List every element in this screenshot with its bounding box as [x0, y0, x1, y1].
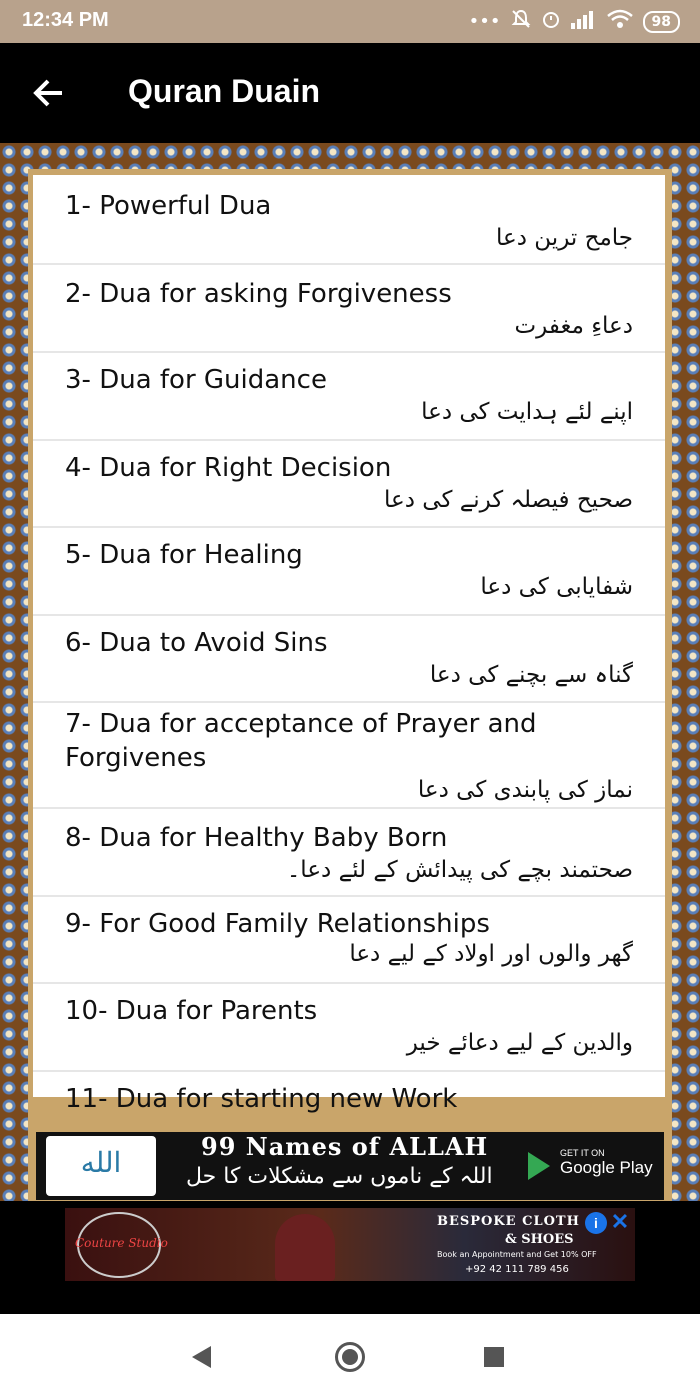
nav-recents-icon[interactable]: [484, 1347, 504, 1367]
list-item[interactable]: [33, 616, 665, 703]
list-item[interactable]: [33, 984, 665, 1072]
item-title: 5- Dua for Healing: [65, 540, 303, 570]
wifi-icon: [607, 9, 633, 34]
model-image: [275, 1214, 335, 1281]
ad-info-icon[interactable]: i: [585, 1212, 607, 1234]
allah-logo: [46, 1136, 156, 1196]
logo-text: الله: [80, 1146, 122, 1179]
list-item[interactable]: [33, 897, 665, 984]
item-title: 4- Dua for Right Decision: [65, 453, 392, 483]
item-urdu: جامح ترین دعا: [496, 225, 633, 251]
ad-subtitle: اللہ کے ناموں سے مشکلات کا حل: [186, 1164, 493, 1189]
app-bar: [0, 43, 700, 143]
item-title: 6- Dua to Avoid Sins: [65, 628, 328, 658]
item-urdu: صحتمند بچے کی پیدائش کے لئے دعا۔: [286, 857, 633, 883]
item-urdu: نماز کی پابندی کی دعا: [417, 777, 633, 803]
item-title: 1- Powerful Dua: [65, 191, 272, 221]
nav-back-icon[interactable]: [192, 1346, 211, 1368]
item-urdu: گناہ سے بچنے کی دعا: [429, 662, 633, 688]
ad-phone: +92 42 111 789 456: [465, 1264, 569, 1275]
google-play-badge[interactable]: [528, 1148, 660, 1186]
nav-home-icon[interactable]: [335, 1342, 365, 1372]
list-item[interactable]: [33, 703, 665, 809]
item-title: 3- Dua for Guidance: [65, 365, 327, 395]
item-title: 9- For Good Family Relationships: [65, 909, 490, 939]
mute-bell-icon: [511, 9, 531, 34]
battery-indicator: 98: [643, 11, 680, 33]
ad-title: 99 Names of ALLAH: [201, 1132, 489, 1161]
brand-label: Couture Studio: [75, 1236, 168, 1250]
notification-dots-icon: •••: [468, 11, 501, 32]
status-icons: [469, 9, 680, 34]
system-nav-bar: [0, 1314, 700, 1400]
item-title: 8- Dua for Healthy Baby Born: [65, 823, 448, 853]
item-urdu: دعاءِ مغفرت: [514, 313, 633, 339]
list-item[interactable]: [33, 265, 665, 353]
dua-list[interactable]: [33, 175, 665, 1114]
list-item[interactable]: [33, 175, 665, 265]
item-title: 11- Dua for starting new Work: [65, 1084, 458, 1114]
list-item[interactable]: [33, 353, 665, 441]
page-title: Quran Duain: [128, 73, 321, 109]
signal-icon: [571, 9, 597, 34]
ad-line-2: & SHOES: [505, 1232, 574, 1247]
ad-banner-couture[interactable]: [65, 1208, 635, 1281]
ad-banner-99-names[interactable]: [36, 1132, 664, 1200]
item-urdu: شفایابی کی دعا: [480, 574, 633, 600]
item-urdu: گھر والوں اور اولاد کے لیے دعا: [349, 941, 633, 967]
list-item[interactable]: [33, 809, 665, 897]
get-it-on-label: GET IT ON: [560, 1148, 605, 1158]
play-store-icon: [528, 1152, 550, 1180]
item-title: 7- Dua for acceptance of Prayer and: [65, 709, 537, 739]
item-urdu: والدین کے لیے دعائے خیر: [406, 1030, 633, 1056]
alarm-icon: [541, 9, 561, 34]
status-bar: [0, 0, 700, 43]
status-time: 12:34 PM: [22, 9, 109, 31]
item-title: 2- Dua for asking Forgiveness: [65, 279, 452, 309]
item-urdu: صحیح فیصلہ کرنے کی دعا: [384, 487, 633, 513]
item-urdu: اپنے لئے ہدایت کی دعا: [421, 399, 633, 425]
ad-line-3: Book an Appointment and Get 10% OFF: [437, 1250, 597, 1259]
ad-close-icon[interactable]: ✕: [610, 1209, 630, 1234]
item-title: 10- Dua for Parents: [65, 996, 318, 1026]
list-item[interactable]: [33, 528, 665, 616]
back-arrow-icon[interactable]: [30, 73, 70, 113]
ad-line-1: BESPOKE CLOTH: [437, 1214, 580, 1229]
list-item[interactable]: [33, 441, 665, 528]
google-play-label: Google Play: [560, 1158, 653, 1177]
item-title-line2: Forgivenes: [65, 743, 207, 773]
